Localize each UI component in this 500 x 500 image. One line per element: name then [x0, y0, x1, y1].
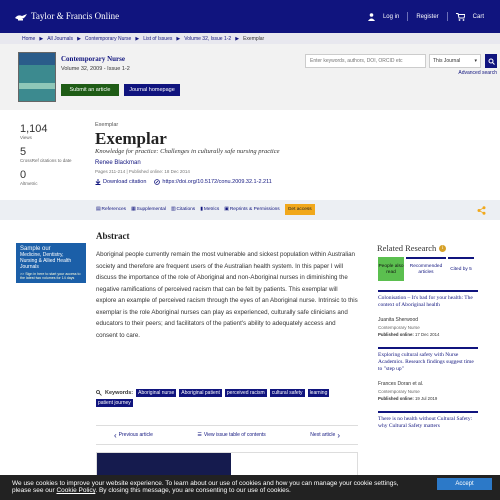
- divider: [407, 12, 408, 21]
- pages-published: Pages 211-214 | Published online: 18 Dec 2014: [95, 169, 190, 174]
- download-citation-link[interactable]: [95, 179, 146, 185]
- crossref-metric: [20, 147, 80, 164]
- reprints-icon: ▣: [224, 207, 229, 212]
- tab-metrics-label: Metrics: [203, 207, 220, 212]
- user-icon: [368, 13, 375, 21]
- related-date: [378, 332, 478, 337]
- list-item: [378, 290, 478, 337]
- register-link[interactable]: Register: [416, 13, 439, 20]
- views-count: 1,104: [20, 123, 48, 135]
- previous-article-link[interactable]: [114, 431, 153, 440]
- tab-supplemental[interactable]: [131, 207, 166, 212]
- breadcrumb-arrow-icon: ▶: [135, 35, 140, 42]
- divider: [447, 12, 448, 21]
- cookie-banner: [0, 475, 500, 500]
- tab-metrics[interactable]: [200, 207, 219, 212]
- supplemental-icon: ▦: [131, 207, 136, 212]
- article-navigation: [96, 425, 358, 445]
- next-article-link[interactable]: [310, 431, 340, 440]
- tab-citations[interactable]: [171, 207, 195, 212]
- related-author[interactable]: Frances Doran et al.: [378, 381, 424, 387]
- altmetric-count: 0: [20, 169, 27, 181]
- tab-references-label: References: [101, 207, 127, 212]
- advertisement[interactable]: [96, 452, 358, 477]
- next-article-label: Next article: [310, 432, 336, 438]
- related-title-link[interactable]: Colonisation – It's bad for your health: The context of Aboriginal health: [378, 295, 473, 308]
- previous-article-label: Previous article: [118, 432, 153, 438]
- list-item: [378, 411, 478, 430]
- related-list: [378, 290, 478, 440]
- published-label: Published online:: [378, 332, 414, 337]
- keyword-tag[interactable]: patient journey: [98, 400, 131, 406]
- crossref-count: 5: [20, 146, 27, 158]
- cookie-message-line2: [12, 487, 500, 494]
- tab-supplemental-label: Supplemental: [136, 207, 166, 212]
- promo-sign-in-text[interactable]: >> Sign in here to start your access to the latest two volumes for 14 days: [20, 272, 81, 280]
- chevron-down-icon: ▾: [474, 58, 477, 64]
- breadcrumb-arrow-icon: ▶: [77, 35, 81, 42]
- related-journal: Contemporary Nurse: [378, 325, 420, 330]
- breadcrumb-all-journals[interactable]: All Journals: [47, 35, 74, 42]
- related-research-heading: [377, 243, 446, 253]
- published-date: 19 Jul 2019: [415, 396, 438, 401]
- chevron-left-icon: ‹: [114, 430, 117, 440]
- citations-icon: ▥: [170, 207, 176, 212]
- breadcrumb-current: Exemplar: [243, 35, 265, 42]
- altmetric-label: Altmetric: [20, 181, 38, 186]
- journal-title[interactable]: Contemporary Nurse: [61, 55, 125, 63]
- link-icon: [154, 179, 160, 185]
- references-icon: ▤: [96, 207, 101, 212]
- related-research-title: Related Research: [377, 243, 437, 253]
- search-scope-value: This Journal: [433, 58, 461, 64]
- article-type: Exemplar: [95, 122, 119, 128]
- published-label: Published online:: [378, 396, 414, 401]
- login-link[interactable]: Log in: [382, 13, 400, 20]
- list-icon: ☰: [197, 432, 202, 438]
- breadcrumb-arrow-icon: ▶: [39, 35, 44, 42]
- keywords-section: [96, 389, 366, 407]
- breadcrumb-issues[interactable]: List of Issues: [143, 35, 173, 42]
- article-subtitle: Knowledge for practice: Challenges in culturally safe nursing practice: [95, 148, 280, 155]
- search-icon: [488, 58, 495, 65]
- metrics-icon: ▮: [200, 207, 203, 212]
- related-journal: Contemporary Nurse: [378, 389, 420, 394]
- search-scope-select[interactable]: [429, 54, 481, 68]
- keyword-tag[interactable]: perceived racism: [226, 390, 265, 396]
- get-access-button[interactable]: Get access: [285, 204, 315, 215]
- share-icon[interactable]: [477, 206, 486, 215]
- breadcrumb-volume[interactable]: Volume 32, Issue 1-2: [184, 35, 232, 42]
- keyword-tag[interactable]: Aboriginal nurse: [138, 390, 175, 396]
- list-item: [378, 347, 478, 401]
- journal-volume: Volume 32, 2009 - Issue 1-2: [61, 66, 130, 72]
- related-date: [378, 396, 478, 401]
- cookie-policy-link[interactable]: Cookie Policy: [56, 487, 96, 494]
- journal-header: [0, 44, 500, 110]
- top-bar: [0, 0, 500, 33]
- cart-icon: [456, 13, 465, 21]
- related-tabs: [378, 257, 474, 281]
- cart-link[interactable]: Cart: [472, 13, 484, 20]
- accept-cookies-button[interactable]: Accept: [437, 478, 492, 490]
- breadcrumb: [0, 33, 500, 44]
- journal-cover[interactable]: [18, 52, 56, 102]
- keyword-tag[interactable]: Aboriginal patient: [181, 390, 220, 396]
- logo-lamp-icon: [14, 12, 28, 21]
- views-metric: [20, 124, 80, 141]
- site-logo[interactable]: [14, 11, 119, 21]
- breadcrumb-home[interactable]: Home: [22, 35, 36, 42]
- keyword-tag[interactable]: learning: [309, 390, 328, 396]
- breadcrumb-journal[interactable]: Contemporary Nurse: [84, 35, 132, 42]
- search-input[interactable]: [305, 54, 426, 68]
- promo-subject: Medicine, Dentistry, Nursing & Allied Health Journals: [20, 252, 72, 270]
- tab-people-also-read[interactable]: People also read: [378, 257, 404, 281]
- crossref-label: CrossRef citations to date: [20, 158, 72, 163]
- abstract-text: Aboriginal people currently remain the most vulnerable and sickest population within Australian society and therefore are frequent users of the Australian health system. In this paper I will discuss the importance of the role of Aboriginal and non-Aboriginal nurses in diminishing the negative ramifications of perceived racism that can be felt by patients. This exemplar will explore an example of perceived racism through the eyes of an Aboriginal nurse. Intrinsic to this exemplar is the role Aboriginal nurses can play as experienced, culturally safe clinicians and educators to their peers; and facilitators of the patient's ability to adequately access and consent to care.: [96, 251, 358, 339]
- article-tab-bar: [0, 200, 500, 220]
- submit-article-button[interactable]: Submit an article: [61, 84, 119, 96]
- download-icon: [95, 179, 101, 185]
- altmetric-metric: [20, 170, 80, 187]
- related-title-link[interactable]: Exploring cultural safety with Nurse Academics. Research findings suggest time to "step up": [378, 352, 474, 372]
- keywords-label: Keywords:: [105, 390, 134, 396]
- tab-reprints[interactable]: [224, 207, 279, 212]
- search-button[interactable]: [485, 54, 497, 68]
- tab-recommended[interactable]: Recommended articles: [406, 257, 446, 281]
- keyword-tag[interactable]: cultural safety: [271, 390, 303, 396]
- info-icon[interactable]: i: [439, 245, 446, 252]
- related-author[interactable]: Juanita Sherwood: [378, 317, 419, 323]
- tab-reprints-label: Reprints & Permissions: [229, 207, 280, 212]
- issue-toc-link[interactable]: [197, 432, 265, 438]
- author-link[interactable]: Renee Blackman: [95, 160, 141, 166]
- doi-label: https://doi.org/10.5172/conu.2009.32.1-2.211: [162, 179, 272, 185]
- article-title: Exemplar: [95, 129, 167, 148]
- issue-toc-label: View issue table of contents: [203, 432, 266, 438]
- doi-link[interactable]: [154, 179, 271, 185]
- journal-homepage-button[interactable]: Journal homepage: [124, 84, 180, 96]
- published-date: 17 Dec 2014: [415, 332, 440, 337]
- article-metrics: [20, 124, 80, 193]
- logo-text: Taylor & Francis Online: [31, 11, 120, 21]
- cookie-message-line1: We use cookies to improve your website experience. To learn about our use of cookies and how you can manage your cookie settings,: [12, 480, 399, 487]
- abstract-heading: Abstract: [96, 231, 130, 241]
- breadcrumb-arrow-icon: ▶: [235, 35, 240, 42]
- download-citation-label: Download citation: [103, 179, 147, 185]
- promo-headline: Sample our: [20, 246, 51, 252]
- views-label: Views: [20, 135, 32, 140]
- sample-journals-promo[interactable]: [16, 243, 86, 283]
- cookie-text: . By closing this message, you are consenting to our use of cookies.: [95, 487, 291, 494]
- related-title-link[interactable]: There is no health without Cultural Safety: why Cultural Safety matters: [378, 416, 473, 429]
- tab-references[interactable]: [96, 207, 126, 212]
- tab-citations-label: Citations: [176, 207, 196, 212]
- key-icon: [96, 390, 102, 396]
- breadcrumb-arrow-icon: ▶: [176, 35, 181, 42]
- tab-cited-by[interactable]: Cited by 5: [448, 257, 474, 281]
- cookie-text: please see our: [12, 487, 57, 494]
- advanced-search-link[interactable]: Advanced search: [458, 70, 497, 76]
- chevron-right-icon: ›: [337, 430, 340, 440]
